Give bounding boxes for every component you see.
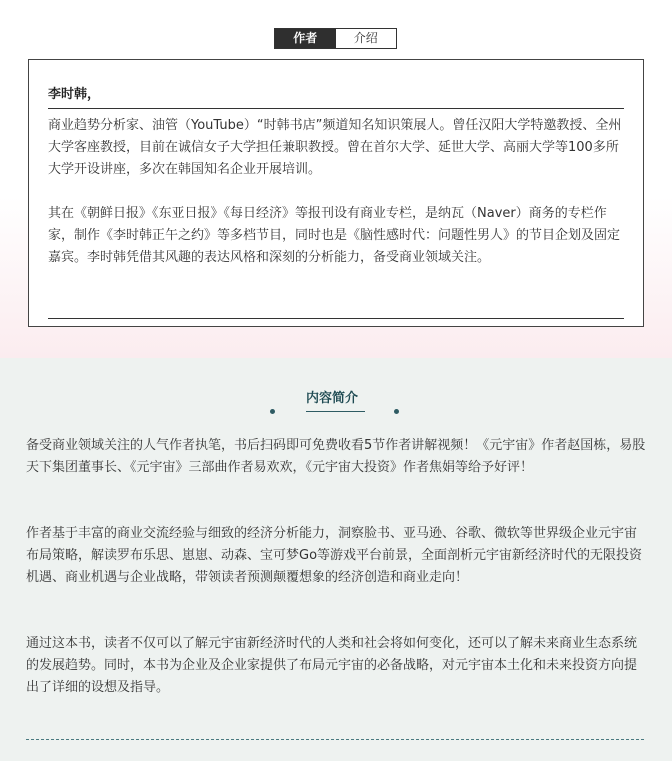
divider	[48, 318, 624, 319]
author-intro-tabs	[274, 28, 397, 49]
author-bio-paragraph: 商业趋势分析家、油管（YouTube）“时韩书店”频道知名知识策展人。曾任汉阳大学特邀教授、全州大学客座教授，目前在诚信女子大学担任兼职教授。曾在首尔大学、延世大学、高丽大学等100多所大学开设讲座，多次在韩国知名企业开展培训。	[48, 118, 622, 177]
author-bio-paragraph: 其在《朝鲜日报》《东亚日报》《每日经济》等报刊设有商业专栏，是纳瓦（Naver）商务的专栏作家，制作《李时韩正午之约》等多档节目，同时也是《脑性感时代：问题性男人》的节目企划及固定嘉宾。李时韩凭借其风趣的表达风格和深刻的分析能力，备受商业领域关注。	[48, 206, 621, 265]
tab-introduction[interactable]: 介绍	[336, 29, 397, 48]
dashed-divider	[26, 739, 644, 740]
title-underline	[306, 411, 365, 412]
author-section	[0, 0, 672, 358]
tab-author[interactable]: 作者	[275, 29, 336, 48]
summary-paragraph: 作者基于丰富的商业交流经验与细致的经济分析能力，洞察脸书、亚马逊、谷歌、微软等世界级企业元宇宙布局策略，解读罗布乐思、崽崽、动森、宝可梦Go等游戏平台前景，全面剖析元宇宙新经济时代的无限投资机遇、商业机遇与企业战略，带领读者预测颠覆想象的经济创造和商业走向！	[26, 526, 643, 585]
summary-paragraph: 通过这本书，读者不仅可以了解元宇宙新经济时代的人类和社会将如何变化，还可以了解未来商业生态系统的发展趋势。同时，本书为企业及企业家提供了布局元宇宙的必备战略，对元宇宙本土化和未来投资方向提出了详细的设想及指导。	[26, 636, 638, 695]
summary-paragraph: 备受商业领域关注的人气作者执笔，书后扫码即可免费收看5节作者讲解视频！《元宇宙》作者赵国栋，易股天下集团董事长、《元宇宙》三部曲作者易欢欢，《元宇宙大投资》作者焦娟等给予好评！	[26, 438, 646, 475]
section-title: 内容简介	[306, 391, 359, 406]
author-bio-box	[28, 59, 644, 327]
divider	[48, 108, 624, 109]
bullet-dot	[270, 409, 275, 414]
content-summary-section	[0, 358, 672, 761]
author-name: 李时韩，	[48, 87, 101, 102]
bullet-dot	[394, 409, 399, 414]
